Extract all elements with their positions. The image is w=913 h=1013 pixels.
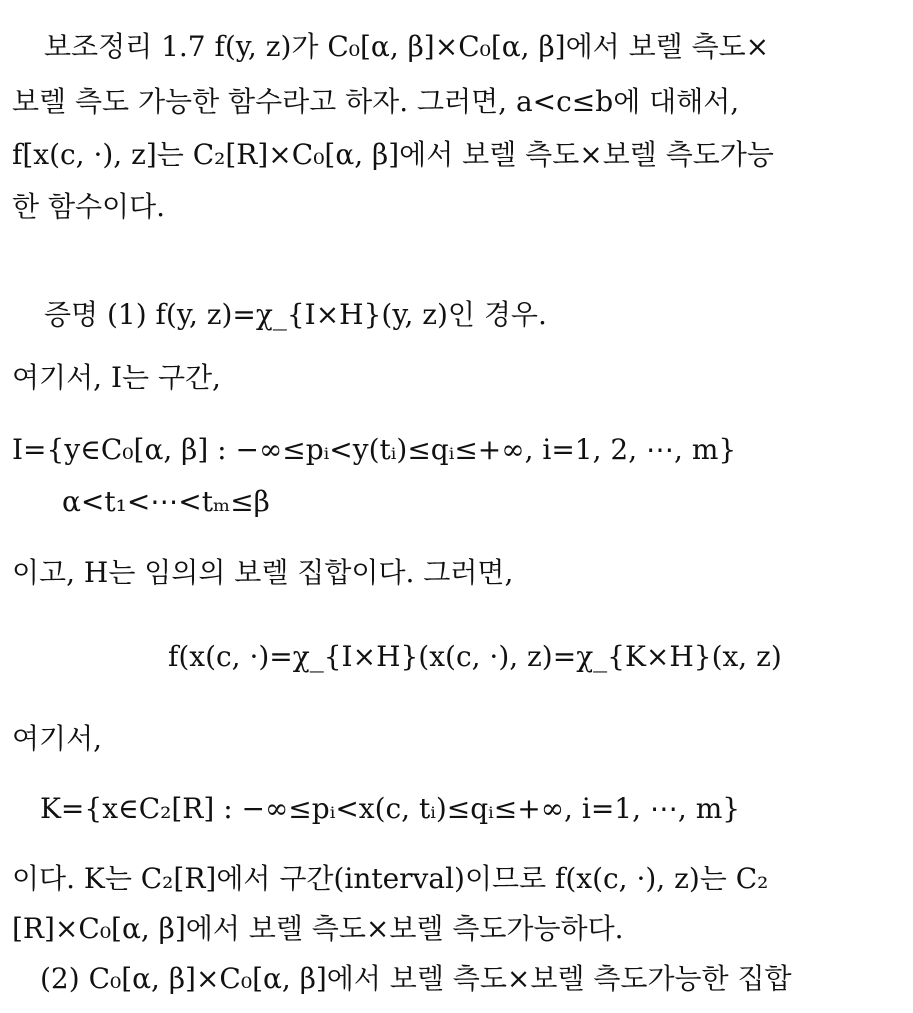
- lemma-line-1: 보조정리 1.7 f(y, z)가 C₀[α, β]×C₀[α, β]에서 보렐 측도×: [44, 30, 770, 63]
- k-definition: K={x∈C₂[R] : −∞≤pᵢ<x(c, tᵢ)≤qᵢ≤+∞, i=1, ⋯, m}: [40, 792, 741, 825]
- conclusion-line-1: 이다. K는 C₂[R]에서 구간(interval)이므로 f(x(c, ·), z)는 C₂: [12, 862, 769, 895]
- lemma-line-3: f[x(c, ·), z]는 C₂[R]×C₀[α, β]에서 보렐 측도×보렐 측도가능: [12, 138, 774, 171]
- lemma-line-2: 보렐 측도 가능한 함수라고 하자. 그러면, a<c≤b에 대해서,: [12, 85, 740, 118]
- where-label: 여기서,: [12, 722, 103, 755]
- interval-definition: I={y∈C₀[α, β] : −∞≤pᵢ<y(tᵢ)≤qᵢ≤+∞, i=1, 2, ⋯, m}: [12, 433, 737, 466]
- proof-case-1: 증명 (1) f(y, z)=χ_{I×H}(y, z)인 경우.: [44, 298, 547, 331]
- conclusion-line-2: [R]×C₀[α, β]에서 보렐 측도×보렐 측도가능하다.: [12, 912, 624, 945]
- borel-set-text: 이고, H는 임의의 보렐 집합이다. 그러면,: [12, 556, 514, 589]
- lemma-line-4: 한 함수이다.: [12, 190, 166, 223]
- interval-condition: α<t₁<⋯<tₘ≤β: [62, 485, 270, 518]
- proof-case-2: (2) C₀[α, β]×C₀[α, β]에서 보렐 측도×보렐 측도가능한 집합: [40, 962, 792, 995]
- where-interval: 여기서, I는 구간,: [12, 361, 221, 394]
- main-equation: f(x(c, ·)=χ_{I×H}(x(c, ·), z)=χ_{K×H}(x, z): [168, 640, 782, 673]
